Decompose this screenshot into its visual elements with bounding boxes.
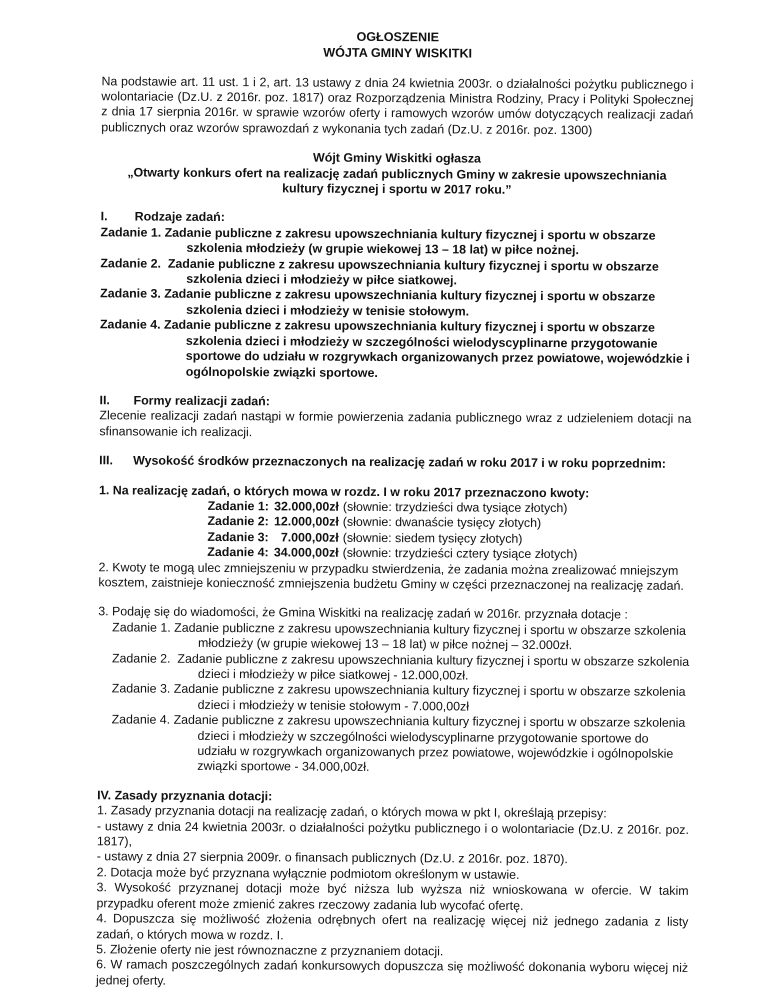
task-text: Zadanie publiczne z zakresu upowszechniania kultury fizycznej i sportu w obszarze szkolenia dzieci i młodzieży w tenisie stołowym. (164, 287, 656, 319)
document-title: OGŁOSZENIE (356, 29, 440, 45)
section-4-item: 1. Zasady przyznania dotacji na realizację zadań, o których mowa w pkt I, określają przepisy: (97, 803, 607, 821)
amount-value: 12.000,00zł (274, 514, 339, 530)
amount-label: Zadanie 3: (207, 529, 269, 545)
section-4-list (96, 804, 689, 992)
prev-task-item (112, 651, 690, 685)
section-4-item: 2. Dotacja może być przyznana wyłącznie podmiotom określonym w ustawie. (96, 865, 520, 882)
section-1-task-list (100, 225, 693, 383)
section-4-item: 5. Złożenie oferty nie jest równoznaczne z przyznaniem dotacji. (96, 942, 444, 959)
prev-task-text: Zadanie publiczne z zakresu upowszechniania kultury fizycznej i sportu w obszarze szkolenia młodzieży (w grupie wiekowej 13 – 18 lat) w piłce nożnej – 32.000zł. (174, 620, 686, 653)
intro-paragraph: Na podstawie art. 11 ust. 1 i 2, art. 13 ustawy z dnia 24 kwietnia 2003r. o działalności pożytku publicznego i wolontariacie (Dz.U. z 2016r. poz. 1817) oraz Rozporządzenia Ministra Rodziny, Pracy i Polityki Społecznej z dnia 17 sierpnia 2016r. w sprawie wzorów oferty i ramowych wzorów umów dotyczących realizacji zadań publicznych oraz wzorów sprawozdań z wykonania tych zadań (Dz.U. z 2016r. poz. 1300) (101, 73, 694, 138)
prev-task-item (112, 620, 690, 654)
task-text: Zadanie publiczne z zakresu upowszechniania kultury fizycznej i sportu w obszarze szkolenia dzieci i młodzieży w szczególności wielodyscyplinarne przygotowanie sportowe do udziału w rozgrywkach organizowanych przez powiatowe, wojewódzkie i ogólnopolskie związki sportowe. (164, 317, 690, 380)
task-label: Zadanie 4. (99, 317, 165, 332)
amount-label: Zadanie 2: (207, 514, 269, 529)
announcement-line-3: kultury fizycznej i sportu w 2017 roku.” (282, 181, 512, 197)
amount-value: 7.000,00zł (280, 530, 339, 545)
section-4-title: IV. Zasady przyznania dotacji: (97, 788, 273, 804)
section-4-item: 4. Dopuszcza się możliwość złożenia odrębnych ofert na realizację więcej niż jednego zadania z listy zadań, o których mowa w rozdz. I. (96, 911, 689, 942)
section-4-item: - ustawy z dnia 24 kwietnia 2003r. o działalności pożytku publicznego i o wolontariacie (Dz.U. z 2016r. poz. 1817), (96, 818, 689, 849)
prev-task-item (112, 682, 690, 716)
prev-task-text: Zadanie publiczne z zakresu upowszechniania kultury fizycznej i sportu w obszarze szkolenia dzieci i młodzieży w piłce siatkowej - 12.000,00zł. (177, 651, 690, 683)
amount-words: (słownie: dwanaście tysięcy złotych) (342, 515, 542, 531)
task-label: Zadanie 1. (100, 225, 165, 240)
announcement-line-2: „Otwarty konkurs ofert na realizację zadań publicznych Gminy w zakresie upowszechniania (127, 165, 667, 183)
prev-task-text: Zadanie publiczne z zakresu upowszechniania kultury fizycznej i sportu w obszarze szkolenia dzieci i młodzieży w tenisie stołowym - 7.000,00zł (173, 682, 686, 714)
section-4-item: 6. W ramach poszczególnych zadań konkursowych dopuszcza się możliwość dokonania wyboru więcej niż jednej oferty. (95, 957, 689, 988)
section-3-point-1-title: 1. Na realizację zadań, o których mowa w rozdz. I w roku 2017 przeznaczono kwoty: (98, 482, 590, 500)
section-3-number: III. (99, 453, 114, 468)
section-3-point-2: 2. Kwoty te mogą ulec zmniejszeniu w przypadku stwierdzenia, że zadania można zrealizować mniejszym kosztem, zaistnieje konieczność zmniejszenia budżetu Gminy w części przeznaczonej na realizację zadań. (98, 559, 684, 593)
task-item (100, 287, 692, 321)
section-2-title: Formy realizacji zadań: (133, 393, 270, 409)
amount-label: Zadanie 1: (207, 498, 269, 514)
document-subtitle: WÓJTA GMINY WISKITKI (323, 45, 473, 61)
prev-task-label: Zadanie 3. (111, 681, 174, 697)
section-4-item: 3. Wysokość przyznanej dotacji może być niższa lub wyższa niż wnioskowana w ofercie. W takim przypadku oferent może zmienić zakres rzeczowy zadania lub wycofać ofertę. (96, 880, 689, 913)
amounts-list (99, 498, 691, 563)
section-3-title: Wysokość środków przeznaczonych na realizację zadań w roku 2017 i w roku poprzednim: (133, 453, 666, 471)
amount-value: 32.000,00zł (274, 499, 339, 514)
prev-task-text: Zadanie publiczne z zakresu upowszechniania kultury fizycznej i sportu w obszarze szkolenia dzieci i młodzieży w szczególności wielodyscyplinarne przygotowanie sportowe do udziału w rozgrywkach organizowanych przez powiatowe, wojewódzkie i ogólnopolskie związki sportowe - 34.000,00zł. (173, 712, 686, 775)
announcement-line-1: Wójt Gminy Wiskitki ogłasza (313, 150, 482, 166)
prev-task-label: Zadanie 2. (111, 650, 178, 666)
prev-task-label: Zadanie 1. (112, 620, 175, 635)
task-item (100, 256, 692, 290)
prev-task-item (111, 713, 689, 778)
task-text: Zadanie publiczne z zakresu upowszechniania kultury fizycznej i sportu w obszarze szkolenia dzieci i młodzieży w piłce siatkowej. (167, 256, 659, 288)
section-3-point-3-title: 3. Podaję się do wiadomości, że Gmina Wiskitki na realizację zadań w 2016r. przyznała dotacje : (98, 604, 628, 622)
task-label: Zadanie 2. (100, 255, 168, 271)
section-4-item: - ustawy z dnia 27 sierpnia 2009r. o finansach publicznych (Dz.U. z 2016r. poz. 1870). (96, 849, 568, 867)
section-1-title: Rodzaje zadań: (134, 209, 225, 225)
section-3-heading (99, 453, 691, 472)
section-2-text: Zlecenie realizacji zadań nastąpi w formie powierzenia zadania publicznego wraz z udzieleniem dotacji na sfinansowanie ich realizacji. (99, 408, 692, 439)
amount-value: 34.000,00zł (273, 545, 339, 560)
task-label: Zadanie 3. (100, 286, 165, 302)
section-1-number: I. (100, 209, 108, 224)
amount-words: (słownie: siedem tysięcy złotych) (342, 530, 523, 546)
section-2-number: II. (99, 393, 110, 408)
task-item (100, 225, 692, 259)
task-item (100, 318, 692, 383)
prev-task-label: Zadanie 4. (111, 712, 174, 727)
amount-words: (słownie: trzydzieści cztery tysiące złotych) (342, 545, 578, 562)
amount-label: Zadanie 4: (207, 545, 269, 560)
amount-words: (słownie: trzydzieści dwa tysiące złotych) (342, 499, 568, 516)
task-text: Zadanie publiczne z zakresu upowszechniania kultury fizycznej i sportu w obszarze szkolenia młodzieży (w grupie wiekowej 13 – 18 lat) w piłce nożnej. (164, 225, 656, 258)
previous-year-list (97, 620, 690, 778)
